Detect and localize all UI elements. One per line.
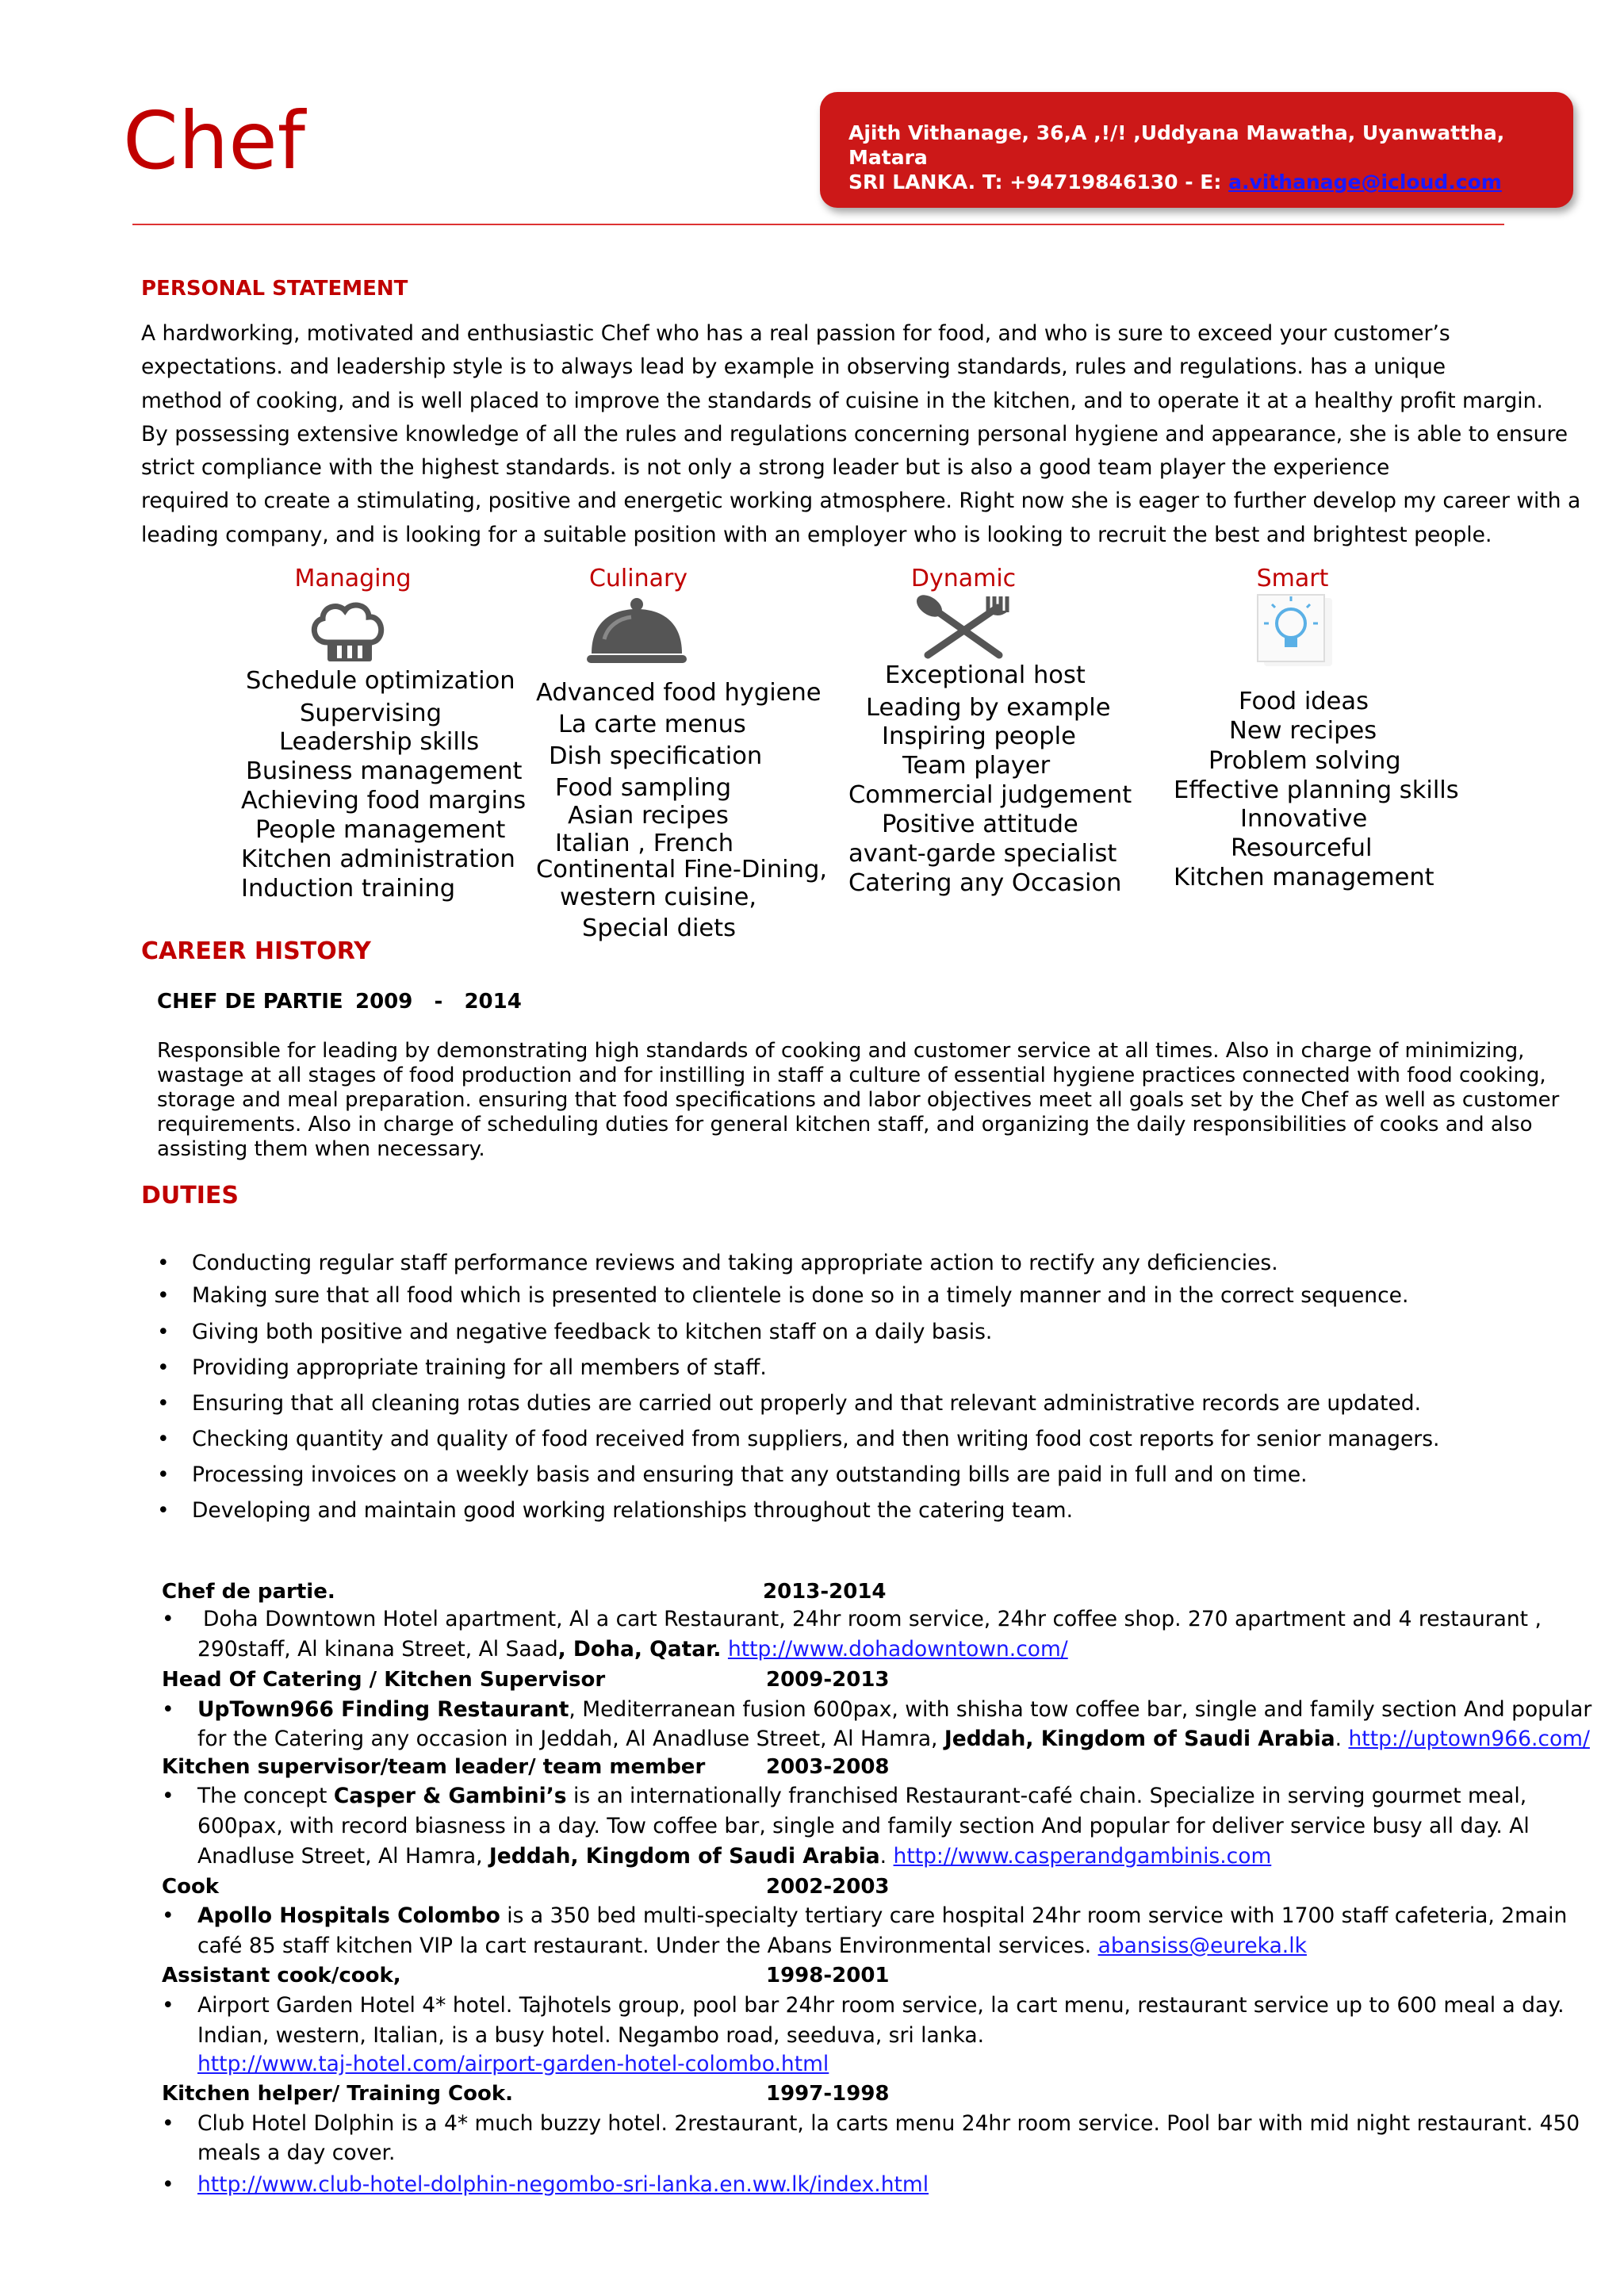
email-link[interactable]: a.vithanage@icloud.com xyxy=(1228,171,1502,194)
skill-item: Supervising xyxy=(300,700,442,727)
skill-item: Advanced food hygiene xyxy=(536,679,822,707)
skill-title-dynamic: Dynamic xyxy=(910,565,1017,592)
list-item: • Checking quantity and quality of food received from suppliers, and then writing food cost reports for senior managers. xyxy=(157,1427,1440,1451)
skill-item: Food sampling xyxy=(555,774,732,802)
lightbulb-icon xyxy=(1253,593,1340,673)
list-item: • Conducting regular staff performance reviews and taking appropriate action to rectify any deficiencies. xyxy=(157,1251,1278,1275)
job-title: Head Of Catering / Kitchen Supervisor xyxy=(162,1668,606,1692)
skill-item: Team player xyxy=(902,752,1051,780)
skill-title-managing: Managing xyxy=(294,565,412,592)
job-title: Assistant cook/cook, xyxy=(162,1964,401,1987)
job-line: UpTown966 Finding Restaurant, Mediterranean fusion 600pax, with shisha tow coffee bar, single and family section And popular xyxy=(197,1697,1592,1722)
skill-item: Food ideas xyxy=(1239,688,1369,715)
list-item: • Giving both positive and negative feedback to kitchen staff on a daily basis. xyxy=(157,1320,993,1344)
skill-item: Exceptional host xyxy=(885,661,1086,689)
skill-item: Achieving food margins xyxy=(241,787,527,815)
job-bullet: • xyxy=(162,1784,174,1808)
job-years: 2003-2008 xyxy=(766,1755,890,1779)
skill-item: Catering any Occasion xyxy=(848,869,1122,897)
job-line: meals a day cover. xyxy=(197,2141,396,2165)
personal-statement-heading: PERSONAL STATEMENT xyxy=(141,277,408,301)
job-line: Apollo Hospitals Colombo is a 350 bed multi-specialty tertiary care hospital 24hr room service with 1700 staff cafeteria, 2main xyxy=(197,1903,1568,1928)
statement-line: required to create a stimulating, positive and energetic working atmosphere. Right now she is eager to further develop my career with a xyxy=(141,489,1581,514)
career-line: wastage at all stages of food production and for instilling in staff a culture of essential hygiene practices connected with food cooking, xyxy=(157,1064,1546,1087)
page-title: Chef xyxy=(123,94,305,187)
skill-item: Innovative xyxy=(1240,805,1368,833)
skill-item: Continental Fine-Dining, xyxy=(536,856,828,884)
job-bullet: • xyxy=(162,2172,174,2197)
skill-item: Commercial judgement xyxy=(848,781,1132,809)
skill-item: Italian , French xyxy=(555,830,734,857)
skill-item: avant-garde specialist xyxy=(848,840,1117,868)
skill-item: Kitchen administration xyxy=(241,845,515,873)
job-line: Airport Garden Hotel 4* hotel. Tajhotels group, pool bar 24hr room service, la cart menu, restaurant service up to 600 meal a day. xyxy=(197,1993,1565,2018)
career-paragraph xyxy=(157,1039,1559,1162)
job-link[interactable]: http://www.casperandgambinis.com xyxy=(893,1844,1272,1869)
job-line xyxy=(197,2049,829,2079)
skill-item: Problem solving xyxy=(1208,747,1401,775)
job-line xyxy=(197,2170,929,2200)
job-bullet: • xyxy=(162,1993,174,2018)
job-line: 290staff, Al kinana Street, Al Saad, Doha, Qatar. http://www.dohadowntown.com/ xyxy=(197,1637,1068,1662)
job-line: café 85 staff kitchen VIP la cart restaurant. Under the Abans Environmental services. abansiss@eureka.lk xyxy=(197,1934,1307,1958)
statement-line: method of cooking, and is well placed to improve the standards of cuisine in the kitchen, and to operate it at a healthy profit margin. xyxy=(141,388,1543,413)
statement-line: By possessing extensive knowledge of all the rules and regulations concerning personal hygiene and appearance, she is able to ensure xyxy=(141,421,1568,447)
skill-item: western cuisine, xyxy=(560,884,757,911)
job-link[interactable]: http://www.dohadowntown.com/ xyxy=(727,1637,1068,1662)
crossed-utensils-icon xyxy=(912,593,1015,660)
skill-item: Induction training xyxy=(241,875,456,903)
job-link[interactable]: http://www.taj-hotel.com/airport-garden-hotel-colombo.html xyxy=(197,2052,829,2076)
job-line: Anadluse Street, Al Hamra, Jeddah, Kingdom of Saudi Arabia. http://www.casperandgambinis.com xyxy=(197,1844,1272,1869)
job-years: 2009-2013 xyxy=(766,1668,890,1692)
skill-item: Special diets xyxy=(582,914,737,942)
job-bullet: • xyxy=(162,2111,174,2136)
contact-address: Ajith Vithanage, 36,A ,!/! ,Uddyana Mawatha, Uyanwattha, Matara xyxy=(848,121,1505,169)
statement-line: strict compliance with the highest standards. is not only a strong leader but is also a good team player the experience xyxy=(141,455,1390,481)
job-years: 1998-2001 xyxy=(766,1964,890,1987)
skill-item: Resourceful xyxy=(1231,834,1373,862)
job-line: The concept Casper & Gambini’s is an internationally franchised Restaurant-café chain. Specialize in serving gourmet meal, xyxy=(197,1784,1527,1808)
list-item: • Making sure that all food which is presented to clientele is done so in a timely manner and in the correct sequence. xyxy=(157,1283,1409,1308)
career-years: 2009 - 2014 xyxy=(355,990,522,1014)
header-divider xyxy=(132,224,1504,225)
skill-item: Dish specification xyxy=(549,742,763,770)
job-line: for the Catering any occasion in Jeddah, Al Anadluse Street, Al Hamra, Jeddah, Kingdom of Saudi Arabia. http://uptown966.com/ xyxy=(197,1727,1590,1751)
list-item: • Developing and maintain good working relationships throughout the catering team. xyxy=(157,1498,1074,1523)
duties-heading: DUTIES xyxy=(141,1182,239,1209)
statement-line: expectations. and leadership style is to always lead by example in observing standards, rules and regulations. has a unique xyxy=(141,355,1446,380)
skill-item: Positive attitude xyxy=(882,811,1078,838)
list-item: • Providing appropriate training for all members of staff. xyxy=(157,1355,767,1380)
skill-item: Leadership skills xyxy=(279,728,480,756)
contact-box xyxy=(820,92,1573,208)
job-line: Club Hotel Dolphin is a 4* much buzzy hotel. 2restaurant, la carts menu 24hr room service. Pool bar with mid night restaurant. 450 xyxy=(197,2111,1580,2136)
job-years: 1997-1998 xyxy=(766,2082,890,2106)
skill-item: La carte menus xyxy=(558,711,746,738)
job-bullet: • xyxy=(162,1607,174,1631)
skill-title-smart: Smart xyxy=(1256,565,1329,592)
job-years: 2013-2014 xyxy=(763,1580,887,1604)
personal-statement-text xyxy=(141,317,1581,552)
statement-line: leading company, and is looking for a suitable position with an employer who is looking to recruit the best and brightest people. xyxy=(141,522,1492,547)
skill-item: Effective planning skills xyxy=(1174,776,1459,804)
contact-phone: SRI LANKA. T: +94719846130 - E: xyxy=(848,171,1229,194)
skill-item: Schedule optimization xyxy=(246,667,515,695)
job-bullet: • xyxy=(162,1903,174,1928)
skill-item: Asian recipes xyxy=(568,802,729,830)
skill-item: Kitchen management xyxy=(1174,864,1434,891)
job-link[interactable]: http://www.club-hotel-dolphin-negombo-sri-lanka.en.ww.lk/index.html xyxy=(197,2172,929,2197)
career-line: assisting them when necessary. xyxy=(157,1137,485,1161)
job-title: Kitchen supervisor/team leader/ team member xyxy=(162,1755,706,1779)
skill-item: Business management xyxy=(246,757,523,785)
skill-item: New recipes xyxy=(1229,717,1377,745)
cloche-icon xyxy=(585,596,688,668)
chef-hat-icon xyxy=(305,598,393,665)
contact-phone-email xyxy=(848,170,1573,194)
list-item: • Processing invoices on a weekly basis and ensuring that any outstanding bills are paid in full and on time. xyxy=(157,1462,1308,1487)
career-line: requirements. Also in charge of scheduling duties for general kitchen staff, and organizing the daily responsibilities of cooks and also xyxy=(157,1113,1533,1137)
skill-title-culinary: Culinary xyxy=(588,565,688,592)
skill-item: Leading by example xyxy=(866,694,1111,722)
skill-item: People management xyxy=(255,816,506,844)
job-line: Indian, western, Italian, is a busy hotel. Negambo road, seeduva, sri lanka. xyxy=(197,2023,985,2048)
job-title: Chef de partie. xyxy=(162,1580,335,1604)
job-years: 2002-2003 xyxy=(766,1875,890,1899)
career-role: CHEF DE PARTIE xyxy=(157,990,343,1014)
job-bullet: • xyxy=(162,1697,174,1722)
career-line: Responsible for leading by demonstrating high standards of cooking and customer service at all times. Also in charge of minimizing, xyxy=(157,1039,1525,1063)
job-link[interactable]: abansiss@eureka.lk xyxy=(1097,1934,1307,1958)
job-title: Kitchen helper/ Training Cook. xyxy=(162,2082,514,2106)
skill-item: Inspiring people xyxy=(882,723,1076,750)
list-item: • Ensuring that all cleaning rotas duties are carried out properly and that relevant administrative records are updated. xyxy=(157,1391,1422,1416)
job-title: Cook xyxy=(162,1875,220,1899)
job-line: Doha Downtown Hotel apartment, Al a cart Restaurant, 24hr room service, 24hr coffee shop. 270 apartment and 4 restaurant , xyxy=(203,1607,1542,1631)
career-history-heading: CAREER HISTORY xyxy=(141,937,371,965)
job-link[interactable]: http://uptown966.com/ xyxy=(1348,1727,1590,1751)
statement-line: A hardworking, motivated and enthusiastic Chef who has a real passion for food, and who is sure to exceed your customer’s xyxy=(141,321,1450,346)
career-line: storage and meal preparation. ensuring that food specifications and labor objectives meet all goals set by the Chef as well as customer xyxy=(157,1088,1560,1112)
job-line: 600pax, with record biasness in a day. Tow coffee bar, single and family section And popular for deliver service busy all day. Al xyxy=(197,1814,1530,1838)
